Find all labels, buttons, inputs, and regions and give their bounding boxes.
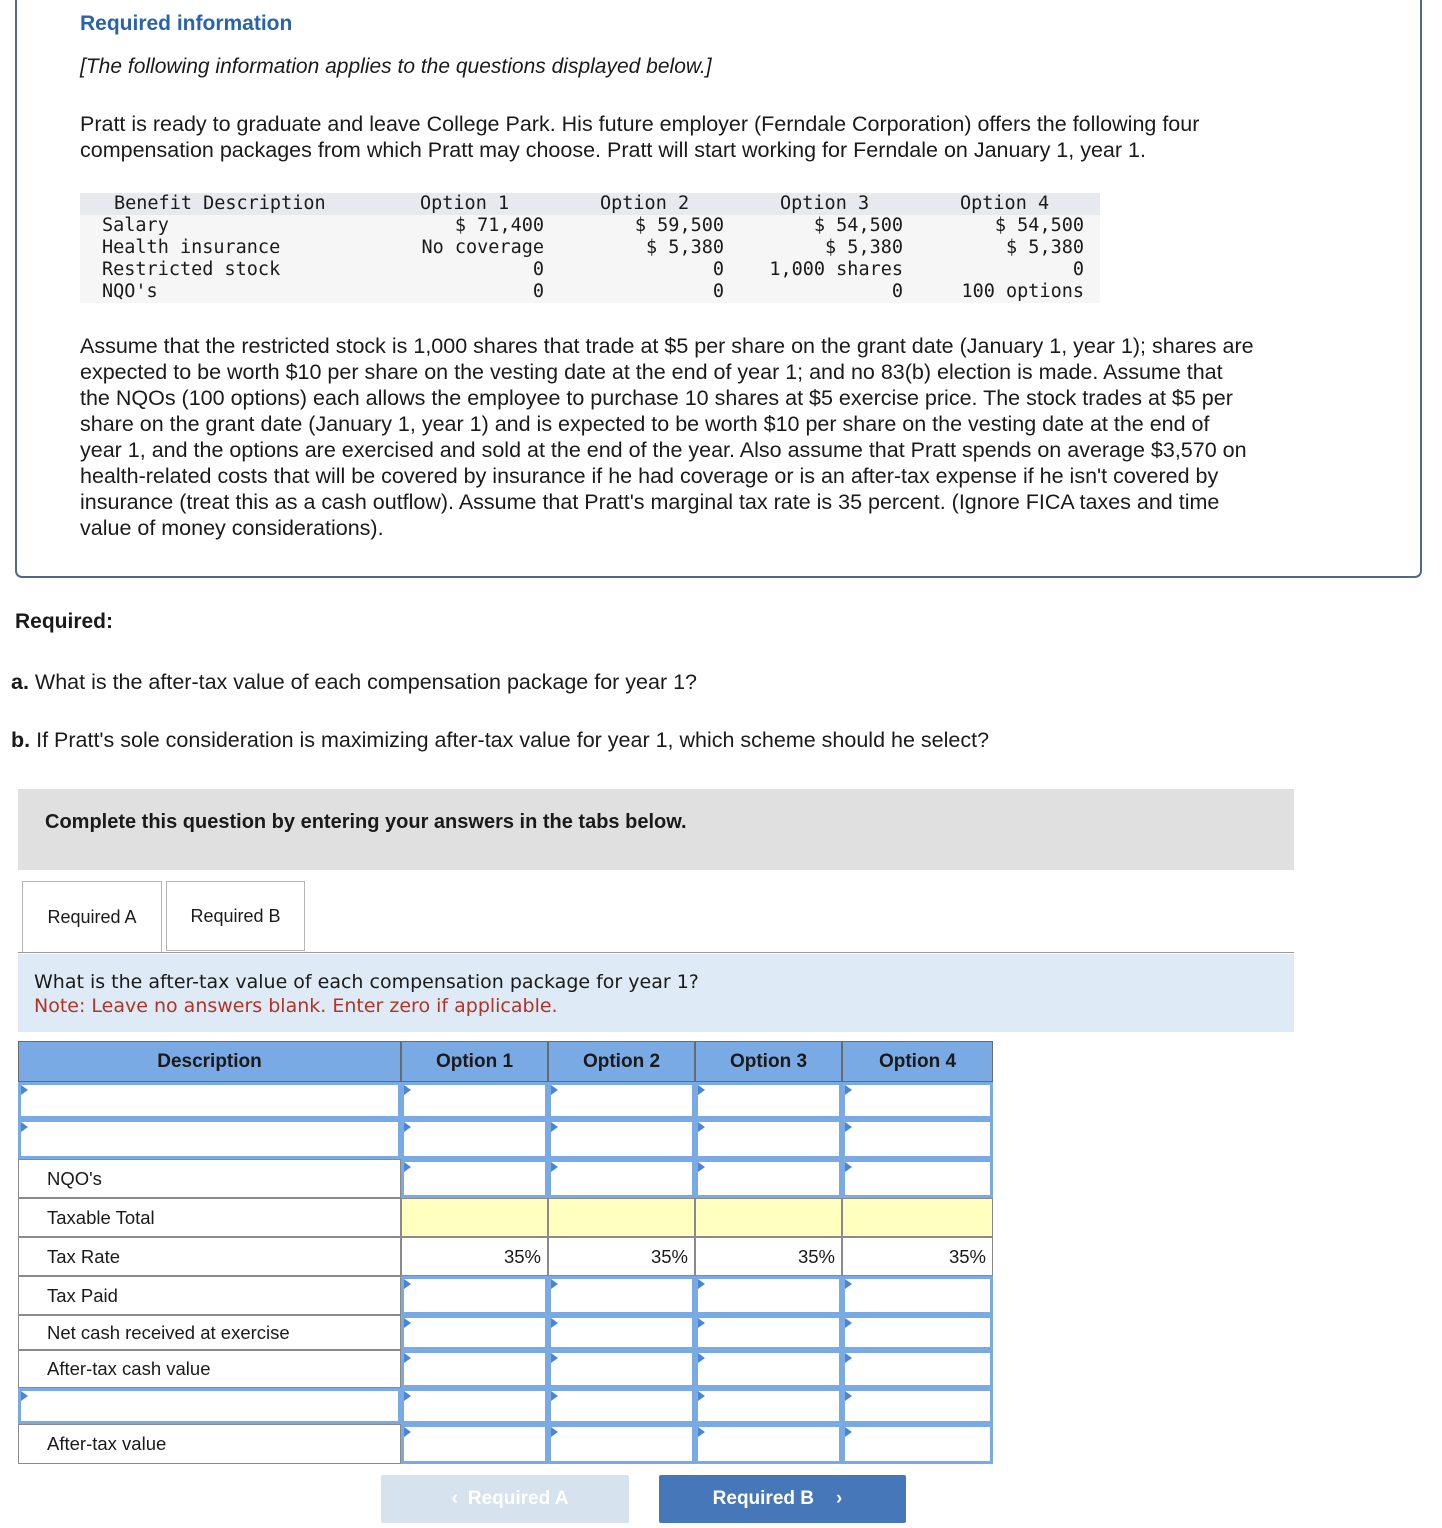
input-marker-icon <box>551 1353 558 1363</box>
row-label: After-tax value <box>18 1424 401 1464</box>
benefits-value: 0 <box>532 259 544 280</box>
benefits-row-bg <box>80 215 1100 237</box>
description-input[interactable] <box>18 1082 401 1119</box>
input-marker-icon <box>551 1427 558 1437</box>
input-marker-icon <box>845 1122 852 1132</box>
answer-input-option-2[interactable] <box>548 1350 695 1388</box>
taxable-total-cell <box>548 1198 695 1237</box>
input-marker-icon <box>404 1427 411 1437</box>
answer-input-option-1[interactable] <box>401 1119 548 1159</box>
benefits-value: $ 59,500 <box>634 215 724 236</box>
answer-input-option-3[interactable] <box>695 1388 842 1424</box>
answer-input-option-4[interactable] <box>842 1424 993 1464</box>
benefits-value: 0 <box>712 281 724 302</box>
answer-input-option-2[interactable] <box>548 1388 695 1424</box>
header-option-1: Option 1 <box>401 1041 548 1082</box>
benefits-value: 0 <box>1072 259 1084 280</box>
input-marker-icon <box>404 1318 411 1328</box>
dropdown-marker-icon <box>21 1085 28 1095</box>
dropdown-marker-icon <box>21 1391 28 1401</box>
header-description: Description <box>18 1041 401 1082</box>
chevron-left-icon: ‹ <box>451 1488 458 1509</box>
input-marker-icon <box>845 1085 852 1095</box>
answer-input-option-3[interactable] <box>695 1350 842 1388</box>
row-label: Net cash received at exercise <box>18 1315 401 1350</box>
input-marker-icon <box>698 1085 705 1095</box>
answer-input-option-1[interactable] <box>401 1350 548 1388</box>
answer-input-option-2[interactable] <box>548 1276 695 1315</box>
input-marker-icon <box>698 1318 705 1328</box>
benefits-value: $ 54,500 <box>813 215 903 236</box>
row-label: After-tax cash value <box>18 1350 401 1388</box>
answer-input-option-2[interactable] <box>548 1159 695 1198</box>
tax-rate-value: 35% <box>548 1237 695 1276</box>
input-marker-icon <box>698 1391 705 1401</box>
input-marker-icon <box>845 1162 852 1172</box>
header-option-4: Option 4 <box>842 1041 993 1082</box>
answer-input-option-3[interactable] <box>695 1082 842 1119</box>
benefits-value: No coverage <box>421 237 544 258</box>
benefits-label-salary: Salary <box>102 215 169 236</box>
assumption-line: health-related costs that will be covered by insurance if he had coverage or is an after-tax expense if he isn't covered by <box>80 464 1219 488</box>
input-marker-icon <box>698 1122 705 1132</box>
assumption-line: expected to be worth $10 per share on the vesting date at the end of year 1; and no 83(b) election is made. Assume that <box>80 360 1223 384</box>
answer-input-option-1[interactable] <box>401 1276 548 1315</box>
question-a-label: a. <box>11 670 29 694</box>
answer-input-option-3[interactable] <box>695 1424 842 1464</box>
answer-input-option-1[interactable] <box>401 1082 548 1119</box>
taxable-total-cell <box>695 1198 842 1237</box>
assumption-line: the NQOs (100 options) each allows the employee to purchase 10 shares at $5 exercise price. The stock trades at $5 per <box>80 386 1233 410</box>
description-input[interactable] <box>18 1388 401 1424</box>
taxable-total-cell <box>842 1198 993 1237</box>
chevron-right-icon: › <box>836 1488 843 1509</box>
input-marker-icon <box>845 1391 852 1401</box>
tab-required-a[interactable]: Required A <box>22 881 162 953</box>
input-marker-icon <box>551 1122 558 1132</box>
row-label: Tax Rate <box>18 1237 401 1276</box>
header-option-3: Option 3 <box>695 1041 842 1082</box>
benefits-value: $ 5,380 <box>646 237 724 258</box>
input-marker-icon <box>698 1279 705 1289</box>
input-marker-icon <box>845 1427 852 1437</box>
input-marker-icon <box>404 1085 411 1095</box>
benefits-value: 100 options <box>961 281 1084 302</box>
instruction-text: Complete this question by entering your answers in the tabs below. <box>45 811 687 833</box>
answer-input-option-1[interactable] <box>401 1424 548 1464</box>
answer-table <box>18 1041 993 1460</box>
question-b <box>11 728 989 753</box>
tab-divider <box>18 952 1294 953</box>
input-marker-icon <box>845 1353 852 1363</box>
input-marker-icon <box>551 1162 558 1172</box>
prev-required-a-button[interactable] <box>381 1475 629 1523</box>
input-marker-icon <box>551 1318 558 1328</box>
benefits-value: $ 54,500 <box>994 215 1084 236</box>
answer-input-option-3[interactable] <box>695 1119 842 1159</box>
assumption-line: Assume that the restricted stock is 1,000 shares that trade at $5 per share on the grant date (January 1, year 1); shares are <box>80 334 1254 358</box>
input-marker-icon <box>404 1279 411 1289</box>
benefits-value: $ 71,400 <box>454 215 544 236</box>
answer-input-option-4[interactable] <box>842 1315 993 1350</box>
answer-input-option-2[interactable] <box>548 1315 695 1350</box>
answer-input-option-4[interactable] <box>842 1159 993 1198</box>
required-information-title: Required information <box>80 12 293 35</box>
benefits-header-option2: Option 2 <box>600 193 690 214</box>
benefits-table <box>80 193 1100 303</box>
row-label: Tax Paid <box>18 1276 401 1315</box>
description-input[interactable] <box>18 1119 401 1159</box>
answer-input-option-2[interactable] <box>548 1082 695 1119</box>
benefits-value: 0 <box>712 259 724 280</box>
input-marker-icon <box>698 1162 705 1172</box>
benefits-value: $ 5,380 <box>825 237 903 258</box>
row-label: NQO's <box>18 1159 401 1198</box>
answer-input-option-3[interactable] <box>695 1315 842 1350</box>
answer-input-option-1[interactable] <box>401 1388 548 1424</box>
required-heading: Required: <box>15 610 114 633</box>
question-a-text: What is the after-tax value of each compensation package for year 1? <box>34 670 698 694</box>
question-b-text: If Pratt's sole consideration is maximizing after-tax value for year 1, which scheme should he select? <box>36 728 990 752</box>
assumption-line: year 1, and the options are exercised and sold at the end of the year. Also assume that Pratt spends on average $3,570 on <box>80 438 1247 462</box>
benefits-header-option4: Option 4 <box>960 193 1050 214</box>
benefits-label-nqo: NQO's <box>102 281 158 302</box>
answer-input-option-3[interactable] <box>695 1276 842 1315</box>
question-a <box>11 670 697 695</box>
input-marker-icon <box>551 1085 558 1095</box>
answer-input-option-2[interactable] <box>548 1424 695 1464</box>
tax-rate-value: 35% <box>695 1237 842 1276</box>
input-marker-icon <box>551 1391 558 1401</box>
next-required-b-button[interactable] <box>659 1475 906 1523</box>
question-b-label: b. <box>11 728 31 752</box>
benefits-header-description: Benefit Description <box>114 193 326 214</box>
answer-input-option-4[interactable] <box>842 1350 993 1388</box>
benefits-header-option3: Option 3 <box>780 193 870 214</box>
assumption-line: value of money considerations). <box>80 516 384 540</box>
assumption-line: share on the grant date (January 1, year 1) and is expected to be worth $10 per share on the vesting date at the end of <box>80 412 1210 436</box>
panel-note: Note: Leave no answers blank. Enter zero if applicable. <box>34 995 558 1017</box>
input-marker-icon <box>404 1162 411 1172</box>
input-marker-icon <box>845 1279 852 1289</box>
benefits-label-health: Health insurance <box>102 237 281 258</box>
input-marker-icon <box>551 1279 558 1289</box>
input-marker-icon <box>404 1391 411 1401</box>
row-label: Taxable Total <box>18 1198 401 1237</box>
answer-input-option-1[interactable] <box>401 1159 548 1198</box>
tax-rate-value: 35% <box>401 1237 548 1276</box>
answer-input-option-3[interactable] <box>695 1159 842 1198</box>
input-marker-icon <box>698 1427 705 1437</box>
required-information-subtitle: [The following information applies to the questions displayed below.] <box>80 55 712 78</box>
answer-input-option-4[interactable] <box>842 1276 993 1315</box>
answer-input-option-2[interactable] <box>548 1119 695 1159</box>
question-panel <box>18 954 1294 1032</box>
answer-input-option-1[interactable] <box>401 1315 548 1350</box>
taxable-total-cell <box>401 1198 548 1237</box>
assumptions-paragraph <box>80 333 1370 541</box>
intro-line: compensation packages from which Pratt may choose. Pratt will start working for Ferndale on January 1, year 1. <box>80 138 1146 162</box>
assumption-line: insurance (treat this as a cash outflow). Assume that Pratt's marginal tax rate is 35 percent. (Ignore FICA taxes and time <box>80 490 1220 514</box>
benefits-header-option1: Option 1 <box>420 193 510 214</box>
benefits-value: 1,000 shares <box>769 259 903 280</box>
panel-question: What is the after-tax value of each compensation package for year 1? <box>34 971 699 993</box>
tab-required-b[interactable]: Required B <box>166 881 305 951</box>
intro-paragraph <box>80 111 1370 163</box>
dropdown-marker-icon <box>21 1122 28 1132</box>
instruction-bar <box>18 789 1294 870</box>
benefits-value: 0 <box>532 281 544 302</box>
input-marker-icon <box>404 1122 411 1132</box>
benefits-value: $ 5,380 <box>1006 237 1084 258</box>
answer-input-option-4[interactable] <box>842 1388 993 1424</box>
benefits-row-bg <box>80 281 1100 303</box>
benefits-value: 0 <box>891 281 903 302</box>
input-marker-icon <box>845 1318 852 1328</box>
intro-line: Pratt is ready to graduate and leave College Park. His future employer (Ferndale Corporation) offers the following four <box>80 112 1200 136</box>
tax-rate-value: 35% <box>842 1237 993 1276</box>
next-button-label: Required B <box>712 1488 815 1509</box>
benefits-label-stock: Restricted stock <box>102 259 281 280</box>
header-option-2: Option 2 <box>548 1041 695 1082</box>
input-marker-icon <box>698 1353 705 1363</box>
prev-button-label: Required A <box>467 1488 569 1509</box>
input-marker-icon <box>404 1353 411 1363</box>
answer-input-option-4[interactable] <box>842 1119 993 1159</box>
answer-input-option-4[interactable] <box>842 1082 993 1119</box>
